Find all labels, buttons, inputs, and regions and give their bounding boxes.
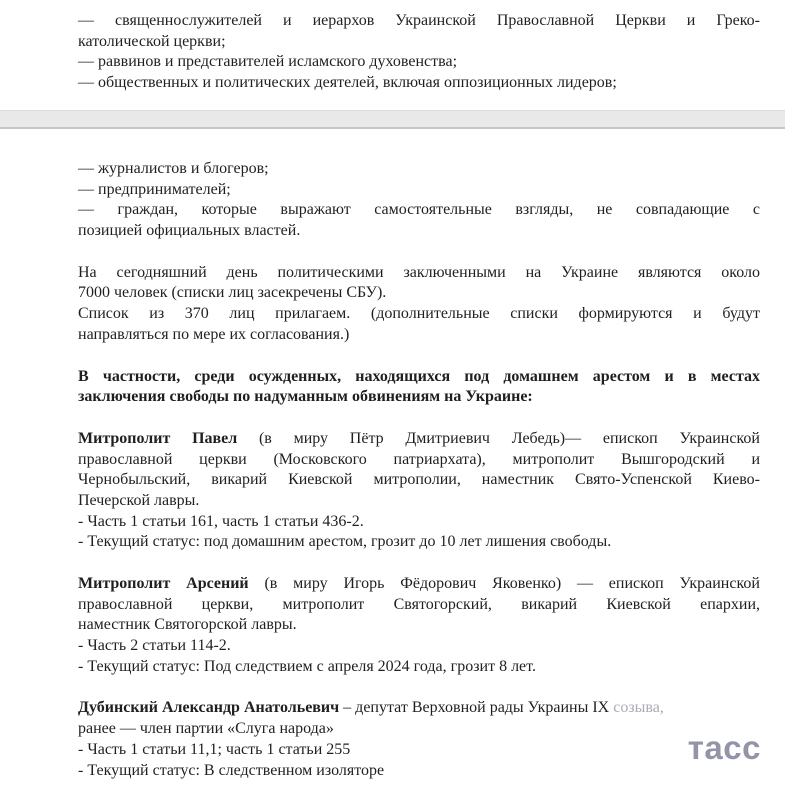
bold-text: Митрополит Павел	[78, 429, 238, 447]
body-text: — граждан, которые выражают самостоятельные взгляды, не совпадающие с	[78, 201, 760, 219]
body-text: (в миру Игорь Фёдорович Яковенко) — епископ Украинской	[248, 575, 760, 592]
body-text: На сегодняшний день политическими заключенными на Украине являются около	[78, 263, 760, 281]
text-line	[78, 283, 760, 304]
body-text: православной церкви, митрополит Святогорский, викарий Киевской епархии,	[78, 595, 760, 613]
body-text: Чернобыльский, викарий Киевской митрополии, наместник Свято-Успенской Киево-	[78, 471, 760, 489]
body-text: Список из 370 лиц прилагаем. (дополнительные списки формируются и будут	[78, 305, 760, 323]
body-text: - Часть 2 статьи 114-2.	[78, 637, 231, 655]
body-text: — общественных и политических деятелей, включая оппозиционных лидеров;	[78, 74, 617, 92]
body-text: - Текущий статус: Под следствием с апреля 2024 года, грозит 8 лет.	[78, 657, 536, 675]
bold-text: заключения свободы по надуманным обвинениям на Украине:	[78, 388, 533, 406]
text-line	[78, 491, 760, 512]
body-text: - Часть 1 статьи 11,1; часть 1 статьи 255	[78, 740, 351, 758]
text-line	[78, 180, 760, 201]
tass-watermark: тасс	[687, 729, 761, 766]
body-text: позицией официальных властей.	[78, 222, 301, 240]
text-line	[78, 450, 760, 471]
text-line	[78, 159, 760, 180]
body-text: ранее — член партии «Слуга народа»	[78, 720, 334, 738]
document-page-2-text	[78, 159, 760, 781]
text-line	[78, 615, 760, 636]
body-text: (в миру Пётр Дмитриевич Лебедь)— епископ Украинской	[237, 429, 760, 447]
document-page-1-text	[78, 11, 760, 94]
faded-text: созыва,	[613, 699, 664, 717]
body-text: — журналистов и блогеров;	[78, 160, 269, 177]
text-line	[78, 52, 760, 73]
text-line	[78, 761, 760, 782]
text-line	[78, 740, 760, 761]
text-line	[78, 574, 760, 595]
bold-text: В частности, среди осужденных, находящихся под домашнем арестом и в местах	[78, 367, 760, 385]
body-text: - Часть 1 статьи 161, часть 1 статьи 436-2.	[78, 512, 364, 530]
body-text: – депутат Верховной рады Украины IX	[339, 699, 614, 717]
body-text: — раввинов и представителей исламского духовенства;	[78, 53, 458, 71]
body-text: — предпринимателей;	[78, 180, 231, 198]
text-line	[78, 636, 760, 657]
text-line	[78, 387, 760, 408]
text-line	[78, 73, 760, 94]
bold-text: Митрополит Арсений	[78, 575, 249, 592]
text-line	[78, 698, 760, 719]
text-line	[78, 367, 760, 388]
text-line	[78, 657, 760, 678]
bold-text: Дубинский Александр Анатольевич	[78, 699, 340, 717]
text-line	[78, 429, 760, 450]
text-line	[78, 532, 760, 553]
text-line	[78, 470, 760, 491]
text-line	[78, 221, 760, 242]
page-break-band	[0, 110, 785, 129]
text-line	[78, 200, 760, 221]
body-text: - Текущий статус: В следственном изоляторе	[78, 761, 385, 779]
body-text: Печерской лавры.	[78, 491, 200, 509]
body-text: православной церкви (Московского патриархата), митрополит Вышгородский и	[78, 450, 760, 468]
body-text: 7000 человек (списки лиц засекречены СБУ).	[78, 284, 387, 302]
text-line	[78, 304, 760, 325]
text-line	[78, 719, 760, 740]
text-line	[78, 325, 760, 346]
text-line	[78, 595, 760, 616]
body-text: - Текущий статус: под домашним арестом, грозит до 10 лет лишения свободы.	[78, 533, 612, 551]
body-text: католической церкви;	[78, 32, 226, 50]
text-line	[78, 263, 760, 284]
body-text: наместник Святогорской лавры.	[78, 616, 297, 634]
body-text: направляться по мере их согласования.)	[78, 325, 350, 343]
text-line	[78, 512, 760, 533]
text-line	[78, 32, 760, 53]
body-text: — священнослужителей и иерархов Украинской Православной Церкви и Греко-	[78, 12, 760, 29]
text-line	[78, 11, 760, 32]
